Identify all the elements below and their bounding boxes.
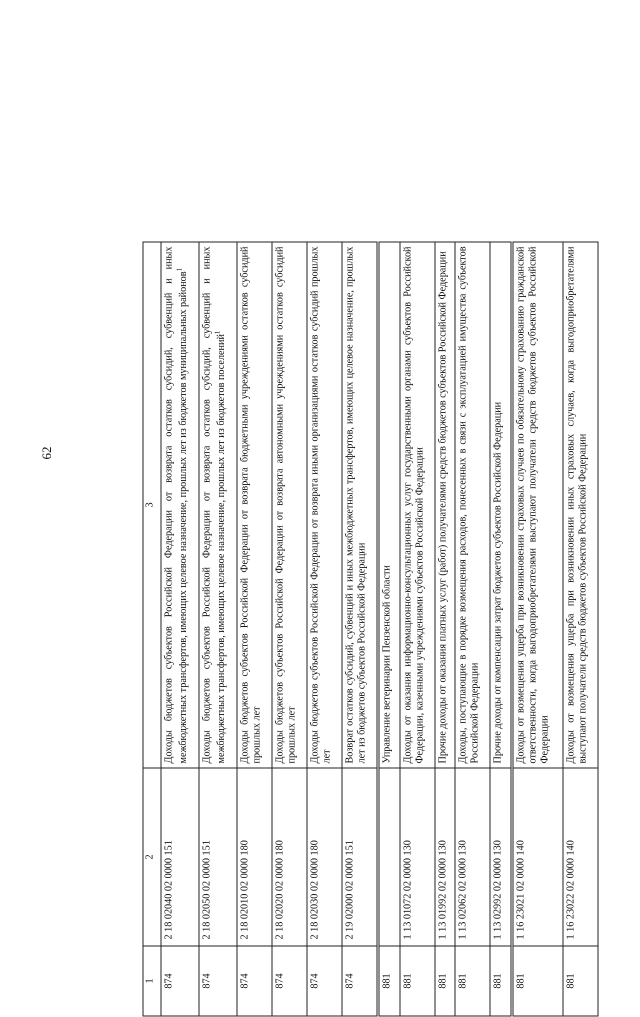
budget-code-cell-text: 2 19 02000 02 0000 151: [344, 840, 356, 940]
revenue-name-cell: [342, 242, 378, 768]
revenue-name-cell-text: Доходы, поступающие в порядке возмещения расходов, понесенных в связи с эксплуатацией имущества субъектов Российской Федерации: [457, 246, 481, 764]
budget-code-cell-text: 2 18 02010 02 0000 180: [239, 840, 251, 940]
admin-code-cell-text: 881: [437, 973, 449, 989]
budget-code-cell-text: 1 13 02062 02 0000 130: [457, 840, 469, 940]
revenue-name-cell: [378, 242, 400, 768]
admin-code-cell: [400, 946, 435, 1016]
table-row: [237, 242, 272, 1016]
budget-code-cell-text: 1 13 01072 02 0000 130: [402, 840, 414, 940]
table-row: [307, 242, 342, 1016]
footnote-marker: 1: [213, 330, 222, 335]
revenue-name-cell-text: Доходы от оказания информационно-консультационных услуг государственными органами субъектов Российской Федерации, казенными учреждениями субъектов Российской Федерации: [402, 246, 426, 764]
revenue-name-cell-text: Доходы от возмещения ущерба при возникновении страховых случаев по обязательному страхованию гражданской ответственности, когда выгодоприобретателями выступают получатели средств бюджетов субъектов Российской Федерации: [515, 246, 551, 764]
header-col-2: 2: [143, 768, 161, 946]
budget-code-cell: [563, 768, 598, 946]
budget-code-cell-text: 2 18 02020 02 0000 180: [274, 840, 286, 940]
revenue-name-cell: [563, 242, 598, 768]
admin-code-cell-text: 881: [492, 973, 504, 989]
revenue-name-cell: [490, 242, 512, 768]
revenue-name-cell-text: Возврат остатков субсидий, субвенций и иных межбюджетных трансфертов, имеющих целевое назначение, прошлых лет из бюджетов субъектов Российской Федерации: [344, 246, 368, 764]
admin-code-cell-text: 881: [457, 973, 469, 989]
admin-code-cell: [199, 946, 237, 1016]
budget-code-cell: [272, 768, 307, 946]
table-row: [378, 242, 400, 1016]
revenue-name-cell-text: Доходы от возмещения ущерба при возникновении иных страховых случаев, когда выгодоприобретателями выступают получатели средств бюджетов субъектов Российской Федерации: [565, 246, 589, 764]
page-number: 62: [39, 446, 54, 460]
admin-code-cell-text: 874: [344, 973, 356, 989]
revenue-name-cell: [272, 242, 307, 768]
admin-code-cell: [307, 946, 342, 1016]
budget-code-cell: [199, 768, 237, 946]
admin-code-cell-text: 881: [515, 973, 527, 989]
header-col-1: 1: [143, 946, 161, 1016]
revenue-name-cell-text: Доходы бюджетов субъектов Российской Федерации от возврата остатков субсидий, субвенций и иных межбюджетных трансфертов, имеющих целевое назначение, прошлых лет из бюджетов муниципальных районов: [163, 246, 189, 764]
admin-code-cell-text: 874: [201, 973, 213, 989]
table-row: [563, 242, 598, 1016]
footnote-marker: 1: [175, 267, 184, 272]
revenue-name-cell: [161, 242, 199, 768]
admin-code-cell-text: 881: [402, 973, 414, 989]
budget-code-cell-text: 1 16 23021 02 0000 140: [515, 840, 527, 940]
revenue-name-cell: [512, 242, 563, 768]
admin-code-cell-text: 874: [239, 973, 251, 989]
header-col-3: 3: [143, 242, 161, 768]
revenue-name-cell-text: Управление ветеринарии Пензенской области: [381, 565, 393, 764]
revenue-name-cell: [199, 242, 237, 768]
revenue-name-cell: [237, 242, 272, 768]
table-row: [455, 242, 490, 1016]
budget-code-cell: [400, 768, 435, 946]
admin-code-cell: [161, 946, 199, 1016]
table-row: [512, 242, 563, 1016]
admin-code-cell: [512, 946, 563, 1016]
budget-code-cell: [378, 768, 400, 946]
revenue-name-cell-text: Доходы бюджетов субъектов Российской Федерации от возврата бюджетными учреждениями остатков субсидий прошлых лет: [239, 246, 263, 764]
revenue-name-cell-text: Прочие доходы от компенсации затрат бюджетов субъектов Российской Федерации: [492, 401, 504, 764]
revenue-name-cell-text: Доходы бюджетов субъектов Российской Федерации от возврата остатков субсидий, субвенций и иных межбюджетных трансфертов, имеющих целевое назначение, прошлых лет из бюджетов поселений: [201, 246, 227, 764]
budget-code-cell-text: 1 16 23022 02 0000 140: [565, 840, 577, 940]
budget-code-cell-text: 2 18 02050 02 0000 151: [201, 840, 213, 940]
admin-code-cell: [435, 946, 456, 1016]
revenue-name-cell-text: Прочие доходы от оказания платных услуг (работ) получателями средств бюджетов субъектов Российской Федерации: [437, 251, 449, 764]
table-row: [435, 242, 456, 1016]
admin-code-cell-text: 881: [381, 973, 393, 989]
revenue-name-cell: [435, 242, 456, 768]
admin-code-cell: [455, 946, 490, 1016]
table-header-row: [143, 242, 161, 1016]
budget-code-cell: [435, 768, 456, 946]
table-row: [400, 242, 435, 1016]
admin-code-cell: [378, 946, 400, 1016]
budget-code-cell: [342, 768, 378, 946]
budget-code-cell-text: 2 18 02030 02 0000 180: [309, 840, 321, 940]
budget-code-cell-text: 1 13 01992 02 0000 130: [437, 840, 449, 940]
table-row: [161, 242, 199, 1016]
budget-code-cell: [455, 768, 490, 946]
admin-code-cell: [272, 946, 307, 1016]
admin-code-cell: [490, 946, 512, 1016]
admin-code-cell-text: 874: [274, 973, 286, 989]
revenue-name-cell-text: Доходы бюджетов субъектов Российской Федерации от возврата автономными учреждениями остатков субсидий прошлых лет: [274, 246, 298, 764]
admin-code-cell-text: 874: [163, 973, 175, 989]
admin-code-cell: [342, 946, 378, 1016]
budget-code-cell: [512, 768, 563, 946]
budget-code-cell: [490, 768, 512, 946]
revenue-codes-table: [143, 242, 599, 1017]
admin-code-cell-text: 874: [309, 973, 321, 989]
admin-code-cell: [237, 946, 272, 1016]
budget-code-cell: [237, 768, 272, 946]
admin-code-cell-text: 881: [565, 973, 577, 989]
table-row: [199, 242, 237, 1016]
budget-code-cell: [307, 768, 342, 946]
table-row: [490, 242, 512, 1016]
revenue-name-cell: [455, 242, 490, 768]
revenue-name-cell: [400, 242, 435, 768]
budget-code-cell-text: 2 18 02040 02 0000 151: [163, 840, 175, 940]
admin-code-cell: [563, 946, 598, 1016]
revenue-name-cell-text: Доходы бюджетов субъектов Российской Федерации от возврата иными организациями остатков субсидий прошлых лет: [309, 246, 333, 764]
budget-code-cell-text: 1 13 02992 02 0000 130: [492, 840, 504, 940]
revenue-name-cell: [307, 242, 342, 768]
budget-code-cell: [161, 768, 199, 946]
table-row: [272, 242, 307, 1016]
table-row: [342, 242, 378, 1016]
